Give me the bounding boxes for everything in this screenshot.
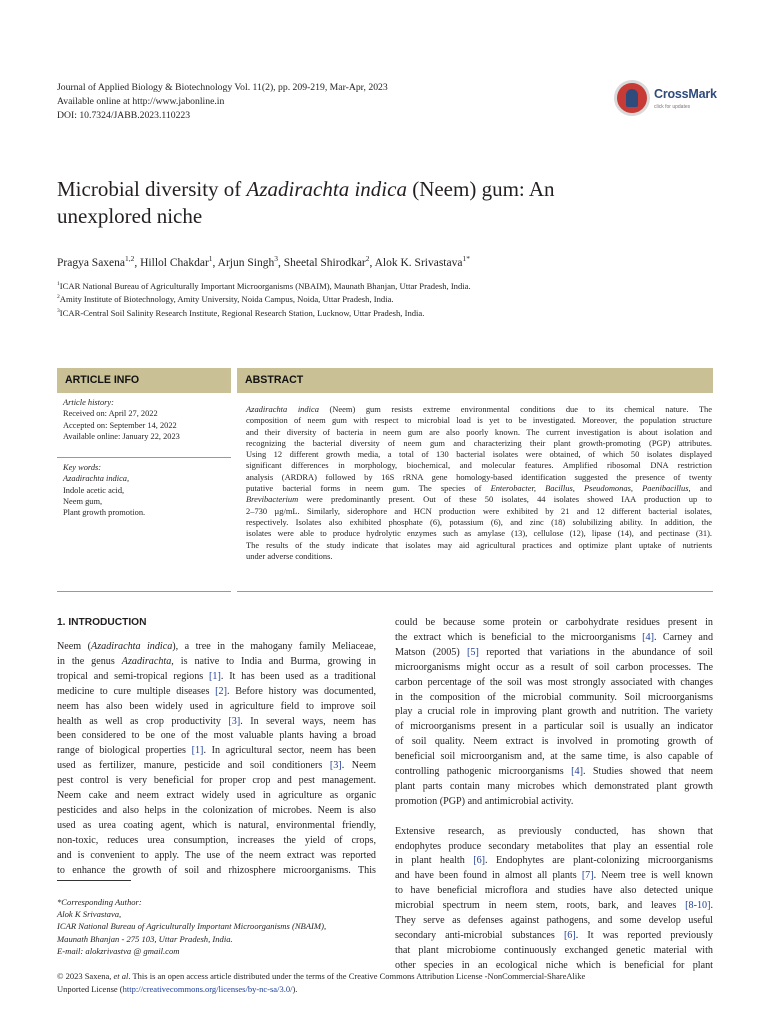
license-notice: © 2023 Saxena, et al. This is an open access article distributed under the terms of the Creative Commons Attribution License -NonCommercial-ShareAlike Unported License (http://creativecommons.org/licenses/by-nc-sa/3.0/). <box>57 971 586 994</box>
corresponding-author: *Corresponding Author: Alok K Srivastava, ICAR National Bureau of Agriculturally Important Microorganisms (NBAIM), Maunath Bhanjan - 275 103, Uttar Pradesh, India. E-mail: alokzrivastva @ gmail.com <box>57 897 327 956</box>
citation-link[interactable]: [4] <box>642 631 654 643</box>
citation-link[interactable]: [1] <box>191 745 204 757</box>
author-name: , Arjun Singh <box>212 257 275 269</box>
abstract-body: Azadirachta indica (Neem) gum resists extreme environmental conditions due to its chemical nature. The composition of neem gum with respect to microbial load is yet to be investigated. Moreover, the population structure and their diversity of bacteria in neem gum are also poorly known. The current investigation is about isolation and recognizing the bacterial diversity of neem gum and characterizing their plant growth-promoting (PGP) attributes. Using 12 different growth media, a total of 130 bacterial isolates were obtained, of which 50 isolates displayed significant differences in morphology, biochemical, and molecular features. Amplified ribosomal DNA restriction analysis (ARDRA) followed by 16S rRNA gene homology-based identification suggested the presence of twenty putative bacterial forms in neem gum. The species of Enterobacter, Bacillus, Pseudomonas, Paenibacillus, and Brevibacterium were predominantly present. Out of these 50 isolates, 44 isolates showed IAA production up to 2–730 µg/mL. Similarly, siderophore and HCN production were exhibited by 21 and 12 different bacterial isolates, respectively. Isolates also exhibited phosphate (6), potassium (6), and zinc (18) solubilizing ability. In addition, the isolates were able to produce hydrolytic enzymes such as amylase (13), cellulose (12), lipase (14), and pectinase (31). The results of the study indicate that isolates may aid agricultural practices and optimize plant uptake of nutrients under adverse conditions. <box>246 404 713 561</box>
keyword: Plant growth promotion. <box>63 508 146 518</box>
title-species: Azadirachta indica <box>246 177 407 201</box>
affiliation: $^1$ICAR National Bureau of Agriculturally Important Microorganisms (NBAIM), Maunath Bhanjan, Uttar Pradesh, India. <box>57 281 471 291</box>
accepted-date: Accepted on: September 14, 2022 <box>63 420 177 430</box>
article-history <box>57 397 231 442</box>
citation-link[interactable]: [7] <box>581 870 594 882</box>
available-date: Available online: January 22, 2023 <box>63 431 180 441</box>
citation-link[interactable]: [3] <box>329 760 342 772</box>
crossmark-icon <box>614 80 650 116</box>
crossmark-label: CrossMark <box>654 87 717 101</box>
license-link[interactable]: http://creativecommons.org/licenses/by-nc-sa/3.0/ <box>122 984 293 994</box>
received-date: Received on: April 27, 2022 <box>63 409 158 419</box>
citation-link[interactable]: [6] <box>563 930 576 942</box>
affiliation: $^3$ICAR-Central Soil Salinity Research Institute, Regional Research Station, Lucknow, Uttar Pradesh, India. <box>57 307 425 318</box>
keyword: Neem gum, <box>63 496 103 506</box>
affiliation: $^2$Amity Institute of Biotechnology, Amity University, Noida Campus, Noida, Uttar Pradesh, India. <box>57 294 394 305</box>
author-name: Pragya Saxena <box>57 257 126 269</box>
section-heading: 1. INTRODUCTION <box>57 617 147 628</box>
intro-left-column: Neem (Azadirachta indica), a tree in the mahogany family Meliaceae, in the genus Azadirachta, is native to India and Burma, growing in tropical and semi-tropical regions [1]. It has been used as a traditional medicine to cure multiple diseases [2]. Before history was documented, neem has also been widely used in agriculture field to improve soil health as well as crop productivity [3]. In several ways, neem has been considered to be one of the most valuable plants having a broad range of biological properties [1]. In agricultural sector, neem has been used as fertilizer, manure, pesticide and soil conditioners [3]. Neem pest control is very beneficial for proper crop and pest management. Neem cake and neem extract widely used in agriculture as organic pesticides and also helps in the colonization of microbes. Neem is also used as urea coating agent, which is natural, environmental friendly, non-toxic, reduces urea consumption, increases the yield of crops, and is convenient to apply. The use of the neem extract was reported to enhance the growth of soil and rhizosphere microorganisms. This <box>57 641 376 876</box>
article-title <box>57 176 677 230</box>
keywords-label: Key words: <box>63 463 102 472</box>
keyword: Indole acetic acid, <box>63 485 125 495</box>
keywords <box>57 462 231 518</box>
divider <box>237 591 713 592</box>
journal-doi: DOI: 10.7324/JABB.2023.110223 <box>57 110 191 122</box>
title-line2: unexplored niche <box>57 204 203 228</box>
citation-link[interactable]: [5] <box>467 646 479 658</box>
journal-citation: Journal of Applied Biology & Biotechnology Vol. 11(2), pp. 209-219, Mar-Apr, 2023 <box>57 82 388 93</box>
divider <box>57 591 231 592</box>
journal-header <box>57 81 477 124</box>
author-name: , Sheetal Shirodkar <box>277 257 366 269</box>
author-name: , Hillol Chakdar <box>134 257 209 269</box>
citation-link[interactable]: [6] <box>473 855 486 867</box>
author-list <box>57 254 717 269</box>
author-sup: 2 <box>365 254 370 264</box>
citation-link[interactable]: [2] <box>215 685 227 697</box>
crossmark-badge[interactable] <box>614 80 724 122</box>
author-name: , Alok K. Srivastava <box>369 257 463 269</box>
citation-link[interactable]: [1] <box>209 670 221 682</box>
divider <box>57 457 231 458</box>
footnote-rule <box>57 880 131 881</box>
author-sup: 1 <box>208 254 213 264</box>
citation-link[interactable]: [3] <box>228 715 241 727</box>
history-label: Article history: <box>63 398 114 407</box>
article-info-heading: ARTICLE INFO <box>57 368 231 393</box>
affiliations <box>57 280 717 320</box>
author-sup: 1,2 <box>125 254 135 264</box>
author-sup: 1* <box>462 254 470 264</box>
citation-link[interactable]: [4] <box>571 766 583 778</box>
keyword: Azadirachta indica, <box>63 474 130 484</box>
crossmark-sub: click for updates <box>654 104 691 110</box>
citation-link[interactable]: [8-10] <box>685 900 711 912</box>
intro-right-column: could be because some protein or carbohydrate residues present in the extract which is beneficial to the microorganisms [4]. Carney and Matson (2005) [5] reported that variations in the abundance of soil microorganisms might occur as a result of soil carbon processes. The carbon percentage of the soil was most strongly associated with changes in the composition of the microbial community. Soil microorganisms play a crucial role in improving plant growth and nutrition. The variety of microorganisms present in a particular soil is usually an indicator of soil quality. Neem extract is involved in promoting growth of beneficial soil microorganism and, at the same time, is also capable of controlling pathogenic microorganisms [4]. Studies showed that neem plant parts contain many microbes which demonstrated plant growth promotion (PGP) and antimicrobial activity. Extensive research, as previously conducted, has shown that endophytes produce secondary metabolites that play an essential role in plant health [6]. Endophytes are plant-colonizing microorganisms and have been found in almost all plants [7]. Neem tree is well known to have beneficial microflora and studies have also detected unique microbial spectrum in neem stem, roots, bark, and leaves [8-10]. They serve as defenses against pathogens, and some develop useful secondary anti-microbial substances [6]. It was reported previously that plant microbiome continuously exchanged genetic material with other species in an ecological niche which is beneficial for plant <box>395 617 714 971</box>
author-sup: 3 <box>274 254 278 264</box>
journal-url: Available online at http://www.jabonline.in <box>57 96 225 108</box>
title-part2: (Neem) gum: An <box>406 177 555 201</box>
abstract-heading: ABSTRACT <box>237 368 713 393</box>
title-part1: Microbial diversity of <box>57 177 247 201</box>
